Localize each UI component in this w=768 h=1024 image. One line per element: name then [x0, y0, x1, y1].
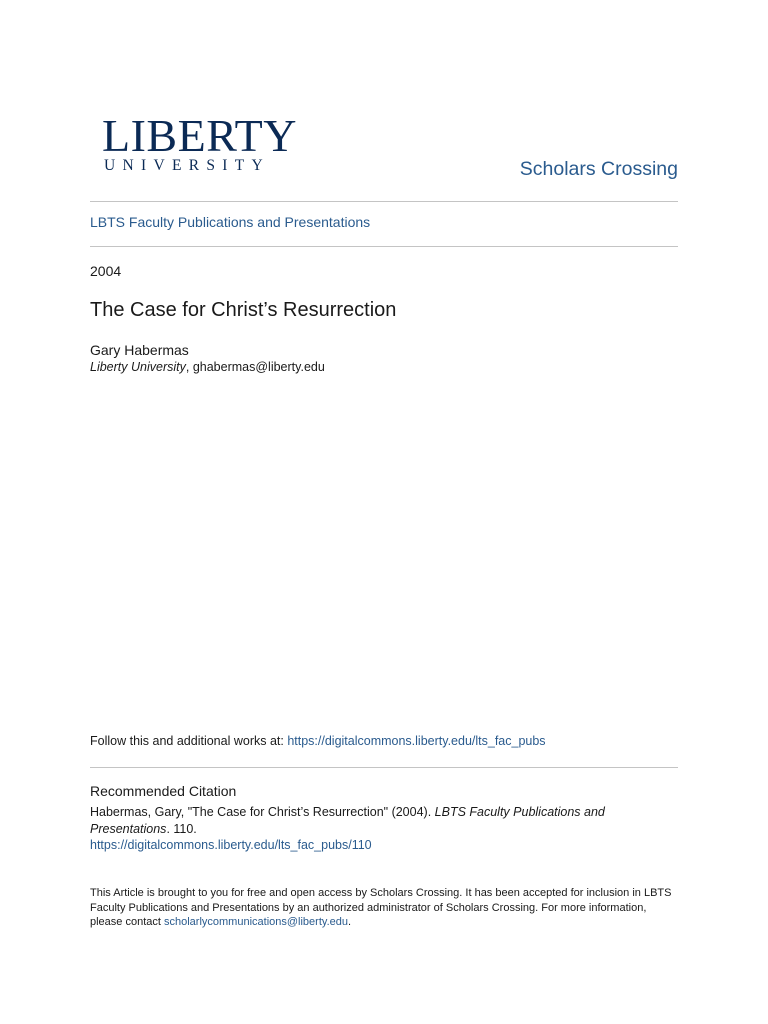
affiliation-separator: ,	[185, 360, 193, 374]
affiliation-name: Liberty University	[90, 360, 186, 374]
citation-text-before: Habermas, Gary, "The Case for Christ’s Resurrection" (2004).	[90, 805, 435, 819]
publication-year: 2004	[90, 263, 122, 279]
logo-subtitle: UNIVERSITY	[104, 157, 270, 174]
scholars-crossing-link[interactable]: Scholars Crossing	[519, 158, 678, 180]
divider-citation	[90, 767, 678, 768]
liberty-university-logo	[102, 110, 297, 174]
access-notice-end: .	[347, 916, 352, 928]
author-affiliation	[90, 360, 325, 374]
follow-link[interactable]: https://digitalcommons.liberty.edu/lts_fac_pubs	[287, 734, 546, 748]
follow-line	[90, 734, 546, 748]
access-notice-text: This Article is brought to you for free and open access by Scholars Crossing. It has been accepted for inclusion in LBTS Faculty Publications and Presentations by an authorized administrator of Scholars Crossing. For more information, please contact	[90, 887, 672, 928]
citation-link[interactable]: https://digitalcommons.liberty.edu/lts_fac_pubs/110	[90, 838, 372, 852]
divider-series	[90, 246, 678, 247]
contact-email-link[interactable]: scholarlycommunications@liberty.edu	[164, 916, 348, 928]
article-title: The Case for Christ’s Resurrection	[90, 299, 397, 321]
citation-heading: Recommended Citation	[90, 783, 237, 799]
follow-label: Follow this and additional works at:	[90, 734, 288, 748]
author-email: ghabermas@liberty.edu	[192, 360, 325, 374]
citation-series: LBTS Faculty Publications and Presentations	[90, 805, 605, 836]
divider-top	[90, 201, 678, 202]
author-name: Gary Habermas	[90, 342, 189, 358]
citation-text-after: . 110.	[166, 822, 197, 836]
logo-wordmark: LIBERTY	[102, 110, 297, 161]
access-notice	[90, 886, 680, 930]
series-link[interactable]: LBTS Faculty Publications and Presentations	[90, 214, 371, 230]
citation-text	[90, 804, 650, 838]
